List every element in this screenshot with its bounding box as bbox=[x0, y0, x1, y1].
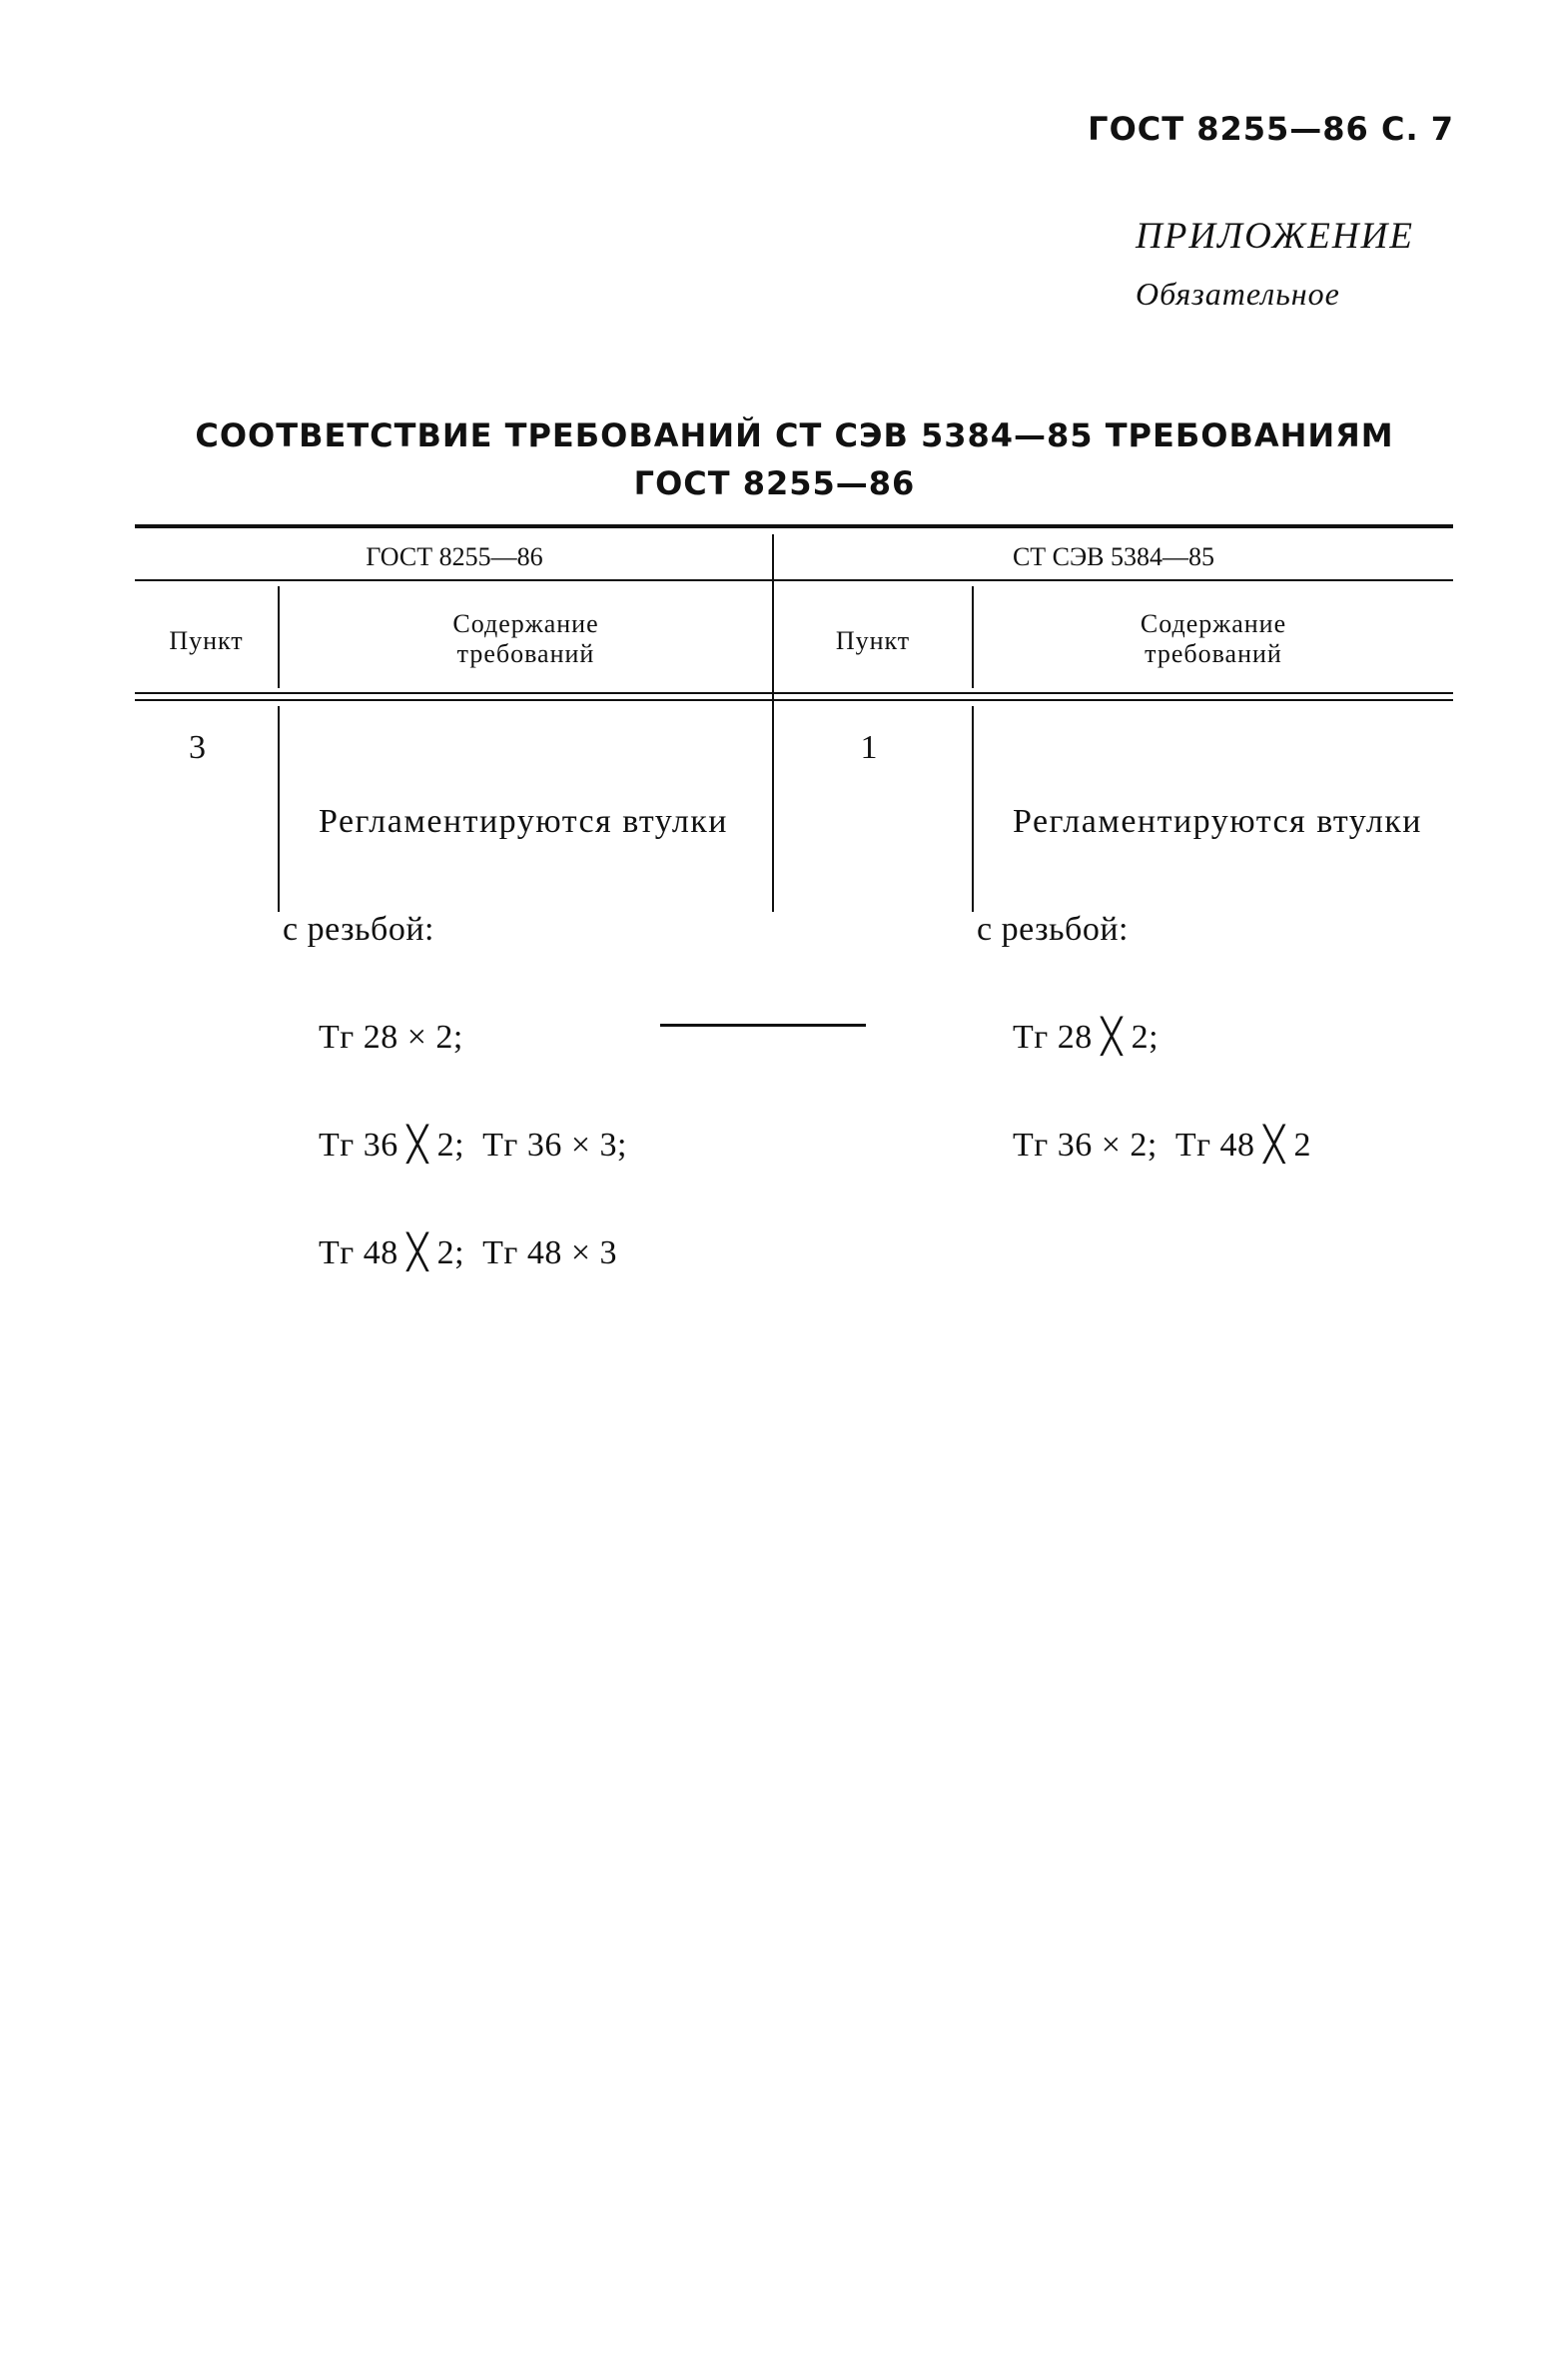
comparison-table bbox=[135, 524, 1453, 1271]
left-content-line-1: Регламентируются втулки bbox=[319, 803, 728, 840]
row-content-right bbox=[977, 732, 1453, 1235]
group-header-gost: ГОСТ 8255—86 bbox=[366, 542, 543, 571]
subheader-rule-2 bbox=[135, 699, 1453, 701]
col-header-item-left: Пункт bbox=[169, 626, 244, 655]
row-item-right: 1 bbox=[860, 729, 878, 766]
left-content-line-3: Тг 28 × 2; bbox=[319, 1019, 463, 1056]
right-column-divider-body bbox=[972, 706, 974, 912]
title-line-1: СООТВЕТСТВИЕ ТРЕБОВАНИЙ СТ СЭВ 5384—85 ТРЕБОВАНИЯМ bbox=[195, 416, 1394, 454]
row-content-left bbox=[283, 732, 772, 1343]
end-divider bbox=[660, 1024, 866, 1027]
col-header-content-right bbox=[974, 609, 1453, 669]
group-divider-line bbox=[772, 534, 774, 912]
page-header: ГОСТ 8255—86 С. 7 bbox=[1088, 110, 1454, 148]
right-content-line-1: Регламентируются втулки bbox=[1013, 803, 1422, 840]
left-content-line-2: с резьбой: bbox=[283, 911, 434, 948]
appendix-label: ПРИЛОЖЕНИЕ bbox=[1136, 216, 1414, 257]
col-header-content-right-l2: требований bbox=[1145, 639, 1282, 668]
group-header-st-sev: СТ СЭВ 5384—85 bbox=[1012, 542, 1215, 571]
left-content-line-4: Тг 36 ╳ 2; Тг 36 × 3; bbox=[319, 1127, 627, 1164]
document-title bbox=[0, 411, 1549, 507]
subheader-rule-1 bbox=[135, 692, 1453, 694]
col-header-content-left-l1: Содержание bbox=[452, 609, 599, 638]
right-content-line-2: с резьбой: bbox=[977, 911, 1129, 948]
appendix-block bbox=[1136, 215, 1414, 313]
right-content-line-4: Тг 36 × 2; Тг 48 ╳ 2 bbox=[1013, 1127, 1312, 1164]
left-content-line-5: Тг 48 ╳ 2; Тг 48 × 3 bbox=[319, 1234, 618, 1271]
row-item-left: 3 bbox=[189, 729, 206, 766]
table-top-rule bbox=[135, 524, 1453, 528]
group-header-rule bbox=[135, 579, 1453, 581]
title-line-2: ГОСТ 8255—86 bbox=[633, 464, 916, 502]
col-header-content-right-l1: Содержание bbox=[1140, 609, 1287, 638]
appendix-status: Обязательное bbox=[1136, 276, 1340, 312]
left-column-divider-body bbox=[278, 706, 280, 912]
right-content-line-3: Тг 28 ╳ 2; bbox=[1013, 1019, 1160, 1056]
col-header-content-left bbox=[280, 609, 772, 669]
col-header-item-right: Пункт bbox=[835, 626, 911, 655]
col-header-content-left-l2: требований bbox=[456, 639, 595, 668]
